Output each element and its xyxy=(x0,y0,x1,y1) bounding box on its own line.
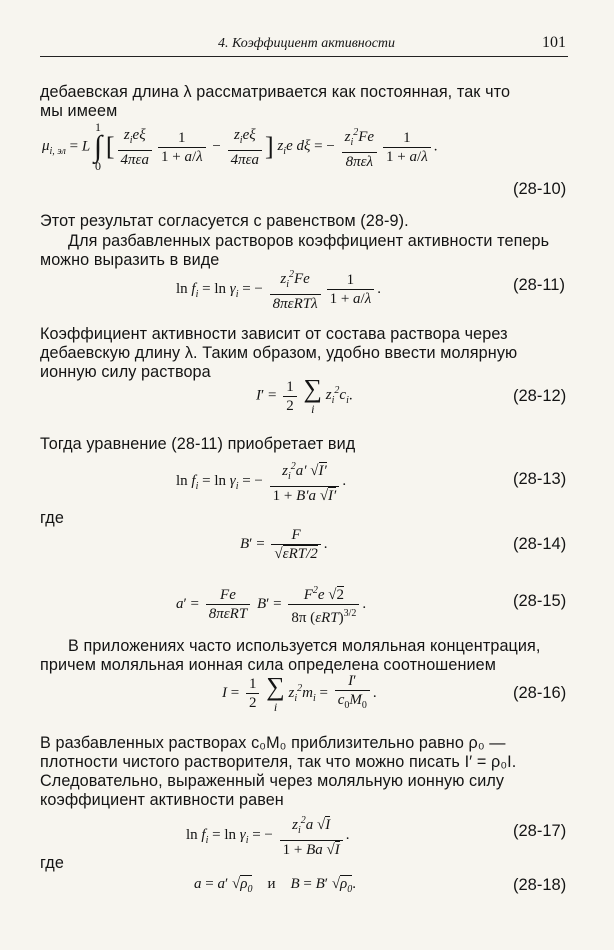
equation-28-15: a′ = $\frac{Fe}{\text{8πεRT}}$ B′ = $\frac{F^2e √2}{8\pi (\varepsilon RT)^{3/2}}$ . xyxy=(176,582,366,627)
text-line: Этот результат согласуется с равенством (28-9). xyxy=(40,212,409,230)
equation-28-17: $\ln f_i = \ln \gamma_i$ = − $\frac{z_i^2a √I}{1 + Ba √I}$ . xyxy=(186,812,350,859)
text-line: ионную силу раствора xyxy=(40,363,211,381)
equation-28-16: I = $\frac{1}{2}$ ∑ i $z_i^2m_i$ = $\frac{I'}{c_0M_0}$ . xyxy=(222,671,377,714)
equation-number: (28-18) xyxy=(513,876,567,894)
equation-number: (28-16) xyxy=(513,684,567,702)
text-line: плотности чистого растворителя, так что можно писать I′ = ρ₀I. xyxy=(40,753,517,771)
text-line: где xyxy=(40,854,64,872)
equation-28-12: I′ = $\frac{1}{2}$ ∑ i $z_i^2c_i$. xyxy=(256,374,353,416)
text-line: Следовательно, выраженный через моляльную ионную силу xyxy=(40,772,505,790)
equation-number: (28-10) xyxy=(513,180,567,198)
text-line: дебаевскую длину λ. Таким образом, удобно ввести молярную xyxy=(40,344,518,362)
equation-number: (28-14) xyxy=(513,535,567,553)
text-line: дебаевская длина λ рассматривается как постоянная, так что xyxy=(40,83,511,101)
text-line: где xyxy=(40,509,64,527)
equation-number: (28-12) xyxy=(513,387,567,405)
equation-28-18: a = a′ $√\rho_0$ и B = B′ $√\rho_0$. xyxy=(194,876,356,895)
chapter-title: 4. Коэффициент активности xyxy=(218,36,396,51)
text-line: Тогда уравнение (28-11) приобретает вид xyxy=(40,435,356,453)
equation-number: (28-17) xyxy=(513,822,567,840)
equation-28-11: $\ln f_i = \ln \gamma_i$ = − $\frac{z_i^2Fe}{\text{8πεRTλ}}$ $\frac{1}{1 + a/\lambda}$ . xyxy=(176,266,381,313)
text-line: В разбавленных растворах c₀M₀ приблизительно равно ρ₀ — xyxy=(40,734,506,752)
text-line: Коэффициент активности зависит от состава раствора через xyxy=(40,325,508,343)
text-line: Для разбавленных растворов коэффициент активности теперь xyxy=(68,232,550,250)
equation-number: (28-11) xyxy=(513,276,565,294)
equation-28-10: $\mu_{i, эл} = L$ 1 ∫ 0 [ $\frac{z_ie\xi}{\text{4πεa}}$ $\frac{1}{1 + a/\lambda}$ − $\frac{z_ie\xi}{\text{4πεa}}$ ] $z_ie$ dξ = − $\frac{z_i^2Fe}{\text{8πελ}}$ $\frac{1}{1 + a/\lambda}$ . xyxy=(42,120,438,173)
text-line: коэффициент активности равен xyxy=(40,791,284,809)
equation-number: (28-13) xyxy=(513,470,567,488)
text-line: В приложениях часто используется моляльная концентрация, xyxy=(68,637,541,655)
running-header xyxy=(40,34,568,57)
text-line: можно выразить в виде xyxy=(40,251,220,269)
text-line: причем моляльная ионная сила определена соотношением xyxy=(40,656,497,674)
page-number: 101 xyxy=(542,34,566,51)
equation-28-13: $\ln f_i = \ln \gamma_i$ = − $\frac{z_i^2a' √I'}{1 + B'a √I'}$ . xyxy=(176,458,346,505)
equation-28-14: B′ = $\frac{F}{\text{√εRT/2}}$ . xyxy=(240,527,328,562)
equation-number: (28-15) xyxy=(513,592,567,610)
text-line: мы имеем xyxy=(40,102,118,120)
